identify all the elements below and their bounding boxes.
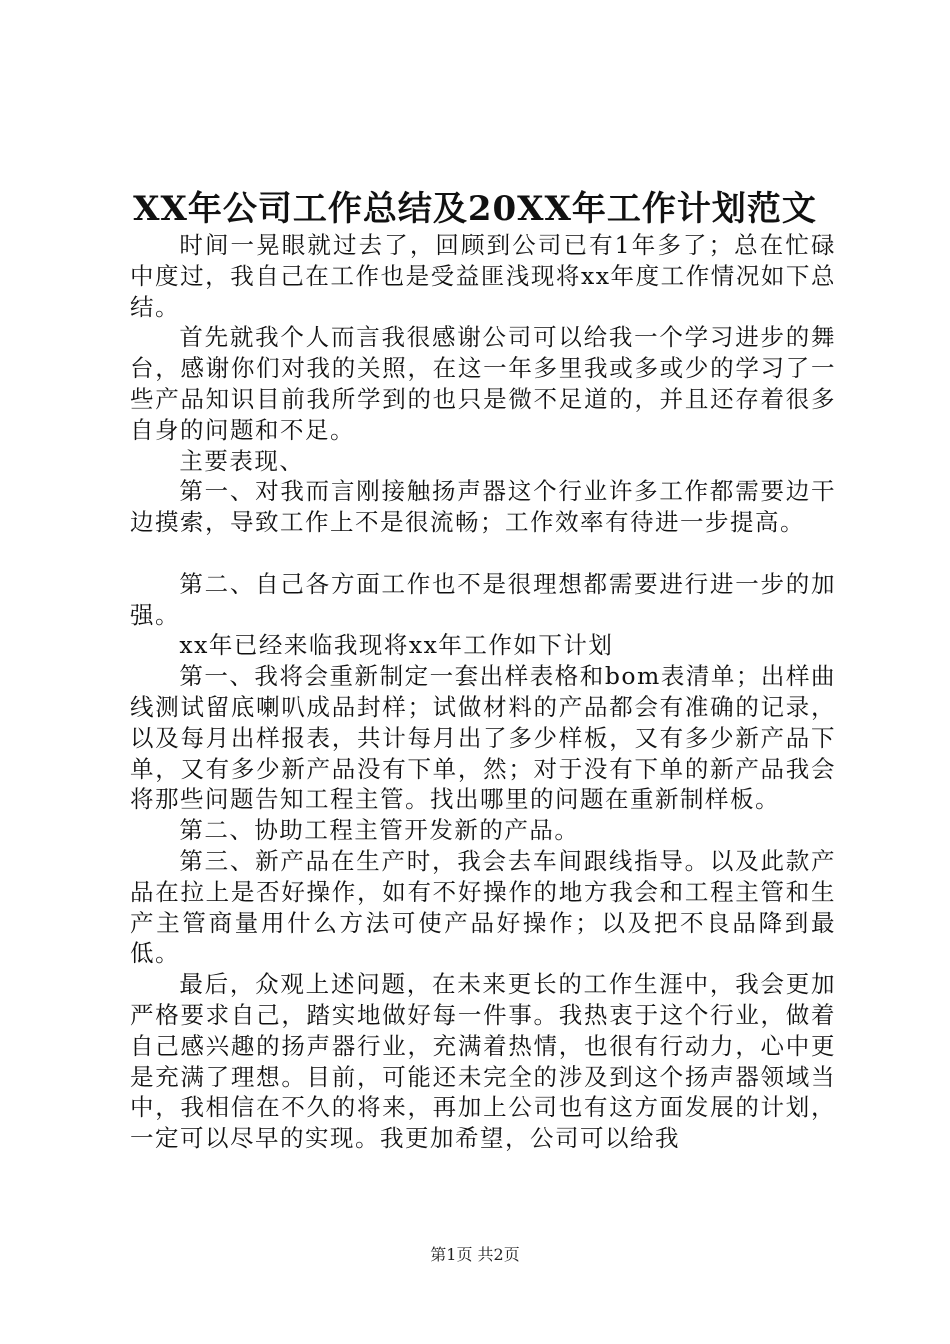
document-body [130, 230, 836, 1154]
paragraph-gratitude: 首先就我个人而言我很感谢公司可以给我一个学习进步的舞台，感谢你们对我的关照，在这一年多里我或多或少的学习了一些产品知识目前我所学到的也只是微不足道的，并且还存着很多自身的问题和不足。 [130, 323, 836, 444]
paragraph-plan-heading: xx年已经来临我现将xx年工作如下计划 [179, 631, 614, 660]
paragraph-performance-second: 第二、自己各方面工作也不是很理想都需要进行进一步的加强。 [130, 569, 836, 629]
paragraph-plan-second: 第二、协助工程主管开发新的产品。 [179, 816, 580, 845]
page-number-footer: 第1页 共2页 [430, 1245, 520, 1264]
document-title: XX年公司工作总结及20XX年工作计划范文 [133, 189, 817, 229]
paragraph-performance-first: 第一、对我而言刚接触扬声器这个行业许多工作都需要边干边摸索，导致工作上不是很流畅；工作效率有待进一步提高。 [130, 477, 836, 537]
paragraph-conclusion: 最后，众观上述问题，在未来更长的工作生涯中，我会更加严格要求自己，踏实地做好每一件事。我热衷于这个行业，做着自己感兴趣的扬声器行业，充满着热情，也很有行动力，心中更是充满了理想。目前，可能还未完全的涉及到这个扬声器领域当中，我相信在不久的将来，再加上公司也有这方面发展的计划，一定可以尽早的实现。我更加希望，公司可以给我 [130, 970, 836, 1153]
paragraph-main-performance-heading: 主要表现、 [179, 446, 305, 475]
paragraph-plan-first: 第一、我将会重新制定一套出样表格和bom表清单；出样曲线测试留底喇叭成品封样；试做材料的产品都会有准确的记录，以及每月出样报表，共计每月出了多少样板，又有多少新产品下单，又有多少新产品没有下单，然；对于没有下单的新产品我会将那些问题告知工程主管。找出哪里的问题在重新制样板。 [130, 662, 836, 814]
paragraph-plan-third: 第三、新产品在生产时，我会去车间跟线指导。以及此款产品在拉上是否好操作，如有不好操作的地方我会和工程主管和生产主管商量用什么方法可使产品好操作；以及把不良品降到最低。 [130, 846, 836, 968]
paragraph-intro: 时间一晃眼就过去了，回顾到公司已有1年多了；总在忙碌中度过，我自己在工作也是受益匪浅现将xx年度工作情况如下总结。 [130, 231, 836, 321]
